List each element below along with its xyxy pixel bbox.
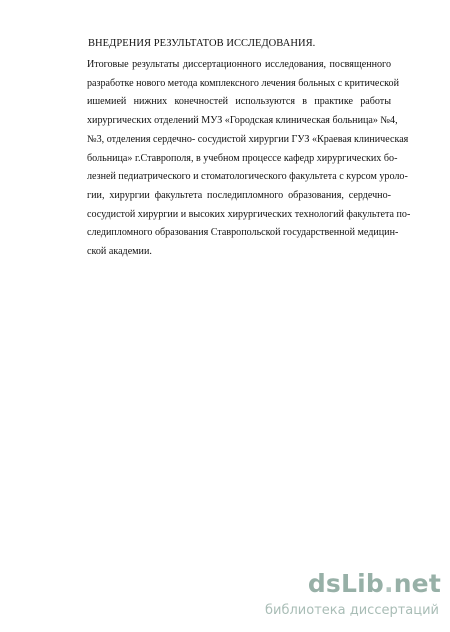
watermark-logo-main: dsLib (307, 569, 384, 598)
paragraph-line: ишемией нижних конечностей используются в практике работы (87, 96, 391, 108)
paragraph-line: следипломного образования Ставропольской государственной медицин- (87, 227, 399, 239)
paragraph-line: хирургических отделений МУЗ «Городская клиническая больница» №4, (87, 115, 398, 127)
watermark-logo-tld: net (393, 569, 441, 598)
watermark-caption: библиотека диссертаций (265, 603, 439, 618)
paragraph-line: Итоговые результаты диссертационного исследования, посвященного (87, 59, 391, 70)
paragraph-line: лезней педиатрического и стоматологического факультета с курсом уроло- (87, 171, 408, 183)
paragraph-line: разработке нового метода комплексного лечения больных с критической (87, 77, 399, 89)
watermark-logo (308, 569, 441, 598)
paragraph-line: гии, хирургии факультета последипломного образования, сердечно- (87, 189, 391, 201)
body-paragraph (87, 56, 411, 262)
paragraph-line: сосудистой хирургии и высоких хирургических технологий факультета по- (87, 208, 411, 220)
section-heading: ВНЕДРЕНИЯ РЕЗУЛЬТАТОВ ИССЛЕДОВАНИЯ. (88, 38, 316, 49)
watermark-logo-dot: . (383, 569, 394, 598)
paragraph-line: №3, отделения сердечно- сосудистой хирургии ГУЗ «Краевая клиническая (87, 133, 409, 145)
watermark (245, 569, 441, 621)
paragraph-line: ской академии. (87, 246, 152, 258)
paragraph-line: больница» г.Ставрополя, в учебном процессе кафедр хирургических бо- (87, 152, 398, 164)
